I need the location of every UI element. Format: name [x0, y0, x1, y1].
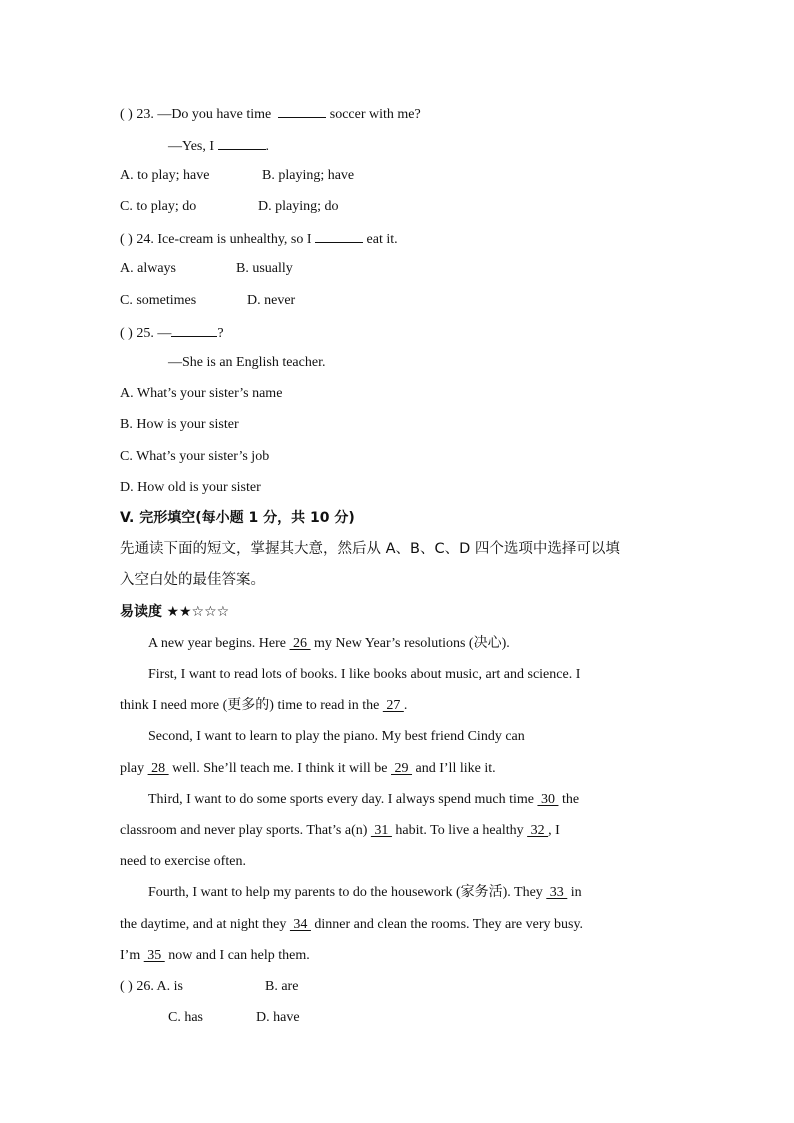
q23-text-end: soccer with me? [329, 107, 421, 122]
passage-text: the [558, 792, 580, 807]
q26-stem: ( ) 26. A. is [120, 979, 183, 994]
passage-para-5-line-2 [120, 916, 583, 934]
passage-para-2-line-2 [120, 697, 407, 715]
passage-text: think I need more (更多的) time to read in the [120, 698, 383, 713]
q23-option-b: B. playing; have [262, 168, 355, 183]
passage-text: Third, I want to do some sports every day. I always spend much time [148, 792, 538, 807]
q24-blank [315, 229, 363, 243]
blank-30: 30 [537, 792, 559, 807]
passage-text: well. She’ll teach me. I think it will be [168, 761, 392, 776]
blank-29: 29 [391, 761, 413, 776]
passage-text: now and I can help them. [164, 948, 310, 963]
difficulty-row [120, 603, 229, 621]
q25-text-end: ? [217, 326, 224, 341]
passage-para-2-line-1: First, I want to read lots of books. I like books about music, art and science. I [148, 667, 581, 682]
difficulty-stars: ★★☆☆☆ [166, 604, 230, 620]
passage-text: habit. To live a healthy [391, 823, 528, 838]
passage-para-5-line-1 [148, 884, 582, 902]
q24-text: ( ) 24. Ice-cream is unhealthy, so I [120, 232, 312, 247]
passage-text: classroom and never play sports. That’s a(n) [120, 823, 371, 838]
q24-option-d: D. never [247, 293, 296, 308]
q23-stem [120, 104, 421, 124]
passage-para-4-line-1 [148, 791, 579, 809]
blank-27: 27 [382, 698, 404, 713]
q24-text-end: eat it. [366, 232, 398, 247]
q23-text: ( ) 23. —Do you have time [120, 107, 272, 122]
q26-option-c: C. has [168, 1010, 203, 1025]
passage-text: , I [548, 823, 560, 838]
section-instructions-1: 先通读下面的短文，掌握其大意，然后从 A、B、C、D 四个选项中选择可以填 [120, 541, 620, 557]
difficulty-label: 易读度 [120, 604, 162, 620]
section-instructions-2: 入空白处的最佳答案。 [120, 572, 265, 588]
q23-option-a: A. to play; have [120, 168, 210, 183]
passage-para-1 [148, 635, 510, 653]
passage-text: dinner and clean the rooms. They are very busy. [310, 917, 584, 932]
q23-option-d: D. playing; do [258, 199, 339, 214]
section-heading: V. 完形填空(每小题 1 分，共 10 分) [120, 510, 355, 526]
q23-option-c: C. to play; do [120, 199, 197, 214]
passage-text: my New Year’s resolutions (决心). [310, 636, 510, 651]
q23-blank-2 [218, 136, 266, 150]
q24-option-a: A. always [120, 261, 176, 276]
passage-text: in [567, 885, 582, 900]
q25-option-d: D. How old is your sister [120, 480, 261, 495]
q25-stem [120, 323, 224, 343]
q23-blank-1 [278, 104, 326, 118]
blank-31: 31 [370, 823, 392, 838]
passage-text: and I’ll like it. [412, 761, 496, 776]
passage-para-5-line-3 [120, 947, 310, 965]
q25-reply: —She is an English teacher. [168, 355, 326, 370]
passage-text: I’m [120, 948, 144, 963]
blank-33: 33 [546, 885, 568, 900]
passage-text: A new year begins. Here [148, 636, 290, 651]
q25-option-b: B. How is your sister [120, 417, 239, 432]
passage-text: Fourth, I want to help my parents to do the housework (家务活). They [148, 885, 547, 900]
q25-blank [171, 323, 217, 337]
q25-option-c: C. What’s your sister’s job [120, 449, 270, 464]
passage-para-4-line-2 [120, 822, 560, 840]
q26-option-b: B. are [265, 979, 299, 994]
q23-reply [168, 136, 269, 156]
passage-para-3-line-1: Second, I want to learn to play the piano. My best friend Cindy can [148, 729, 525, 744]
q24-option-b: B. usually [236, 261, 293, 276]
q24-stem [120, 229, 398, 249]
q23-reply-end: . [265, 139, 270, 154]
blank-28: 28 [147, 761, 169, 776]
blank-32: 32 [527, 823, 549, 838]
passage-text: . [403, 698, 408, 713]
passage-text: play [120, 761, 148, 776]
blank-35: 35 [143, 948, 165, 963]
q25-text: ( ) 25. — [120, 326, 172, 341]
blank-26: 26 [289, 636, 311, 651]
blank-34: 34 [289, 917, 311, 932]
q24-option-c: C. sometimes [120, 293, 197, 308]
q25-option-a: A. What’s your sister’s name [120, 386, 283, 401]
q23-reply-text: —Yes, I [168, 139, 215, 154]
q26-option-d: D. have [256, 1010, 300, 1025]
passage-para-3-line-2 [120, 760, 496, 778]
passage-para-4-line-3: need to exercise often. [120, 854, 246, 869]
passage-text: the daytime, and at night they [120, 917, 290, 932]
